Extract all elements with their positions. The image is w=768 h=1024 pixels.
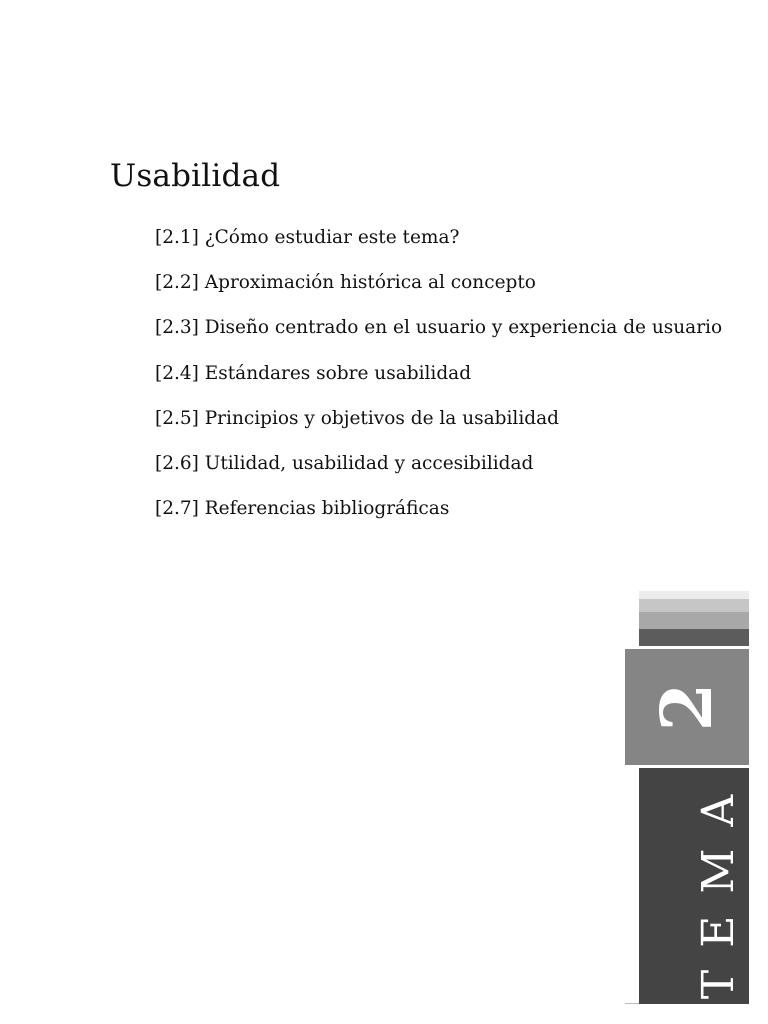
tab-stripe-medium [639, 612, 749, 629]
tab-base-line [625, 1003, 639, 1004]
tab-stripe-dark [639, 629, 749, 646]
table-of-contents [155, 226, 722, 542]
chapter-number: 2 [645, 682, 728, 732]
toc-item-2-3: [2.3] Diseño centrado en el usuario y experiencia de usuario [155, 317, 723, 339]
chapter-number-block [625, 649, 749, 765]
toc-item-2-5: [2.5] Principios y objetivos de la usabilidad [155, 407, 559, 429]
toc-item-2-2: [2.2] Aproximación histórica al concepto [155, 272, 536, 294]
toc-item-2-6: [2.6] Utilidad, usabilidad y accesibilidad [155, 452, 534, 474]
tab-stripe-light [639, 599, 749, 612]
page-title: Usabilidad [110, 158, 281, 194]
toc-item-2-4: [2.4] Estándares sobre usabilidad [155, 362, 472, 384]
chapter-label-block [639, 768, 749, 1004]
chapter-label: TEMA [693, 772, 744, 1000]
tab-stripe-lightest [639, 591, 749, 599]
toc-item-2-1: [2.1] ¿Cómo estudiar este tema? [155, 227, 460, 248]
toc-item-2-7: [2.7] Referencias bibliográficas [155, 498, 450, 520]
